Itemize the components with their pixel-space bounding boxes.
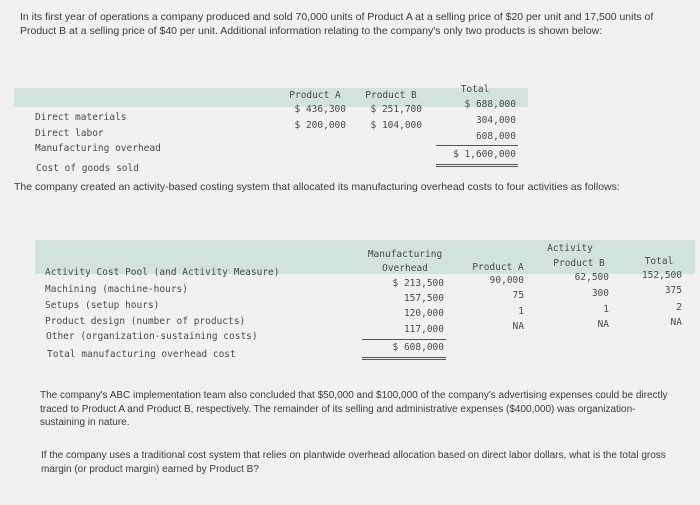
col-pool: Activity Cost Pool (and Activity Measure) xyxy=(45,267,280,278)
cell: 62,500 xyxy=(574,272,609,283)
cell: $ 436,300 xyxy=(294,104,346,115)
cell: NA xyxy=(597,319,609,330)
col-total: Total xyxy=(460,84,490,95)
underline xyxy=(436,145,518,146)
double-underline xyxy=(436,164,518,167)
cell: NA xyxy=(512,321,524,332)
abc-team-text: The company's ABC implementation team also concluded that $50,000 and $100,000 of the company's advertising expenses could be directly traced to Product A and Product B, respectively. The remainder of its selling and administrative expenses ($400,000) was organization-sustaining in nature. xyxy=(40,390,668,428)
col-product-b: Product B xyxy=(553,258,605,269)
row-label: Product design (number of products) xyxy=(45,316,246,327)
row-label: Other (organization-sustaining costs) xyxy=(46,331,258,342)
activity-intro-text: The company created an activity-based costing system that allocated its manufacturing overhead costs to four activities as follows: xyxy=(14,181,620,193)
cell: 75 xyxy=(512,290,524,301)
cell: 1 xyxy=(603,304,609,315)
cell: $ 608,000 xyxy=(392,342,444,353)
row-label: Manufacturing overhead xyxy=(35,143,161,154)
col-product-a: Product A xyxy=(289,90,341,101)
col-activity: Activity xyxy=(547,243,593,254)
col-product-b: Product B xyxy=(365,90,417,101)
col-total: Total xyxy=(644,256,674,267)
row-label: Total manufacturing overhead cost xyxy=(47,349,236,360)
col-moh-line2: Overhead xyxy=(382,263,428,274)
row-label: Machining (machine-hours) xyxy=(45,284,188,295)
question-text: If the company uses a traditional cost system that relies on plantwide overhead allocation based on direct labor dollars, what is the total gross margin (or product margin) earned by Product B? xyxy=(41,450,666,475)
cell: 608,000 xyxy=(475,131,516,142)
row-label: Cost of goods sold xyxy=(36,163,139,174)
cell: 90,000 xyxy=(489,275,524,286)
cell: $ 688,000 xyxy=(464,99,516,110)
cell: 304,000 xyxy=(475,115,516,126)
cell: NA xyxy=(670,317,682,328)
cell: 120,000 xyxy=(403,308,444,319)
row-label: Direct materials xyxy=(35,112,127,123)
cell: $ 251,700 xyxy=(370,104,422,115)
cell: $ 104,000 xyxy=(370,120,422,131)
cell: 1 xyxy=(518,306,524,317)
col-moh-line1: Manufacturing xyxy=(367,249,443,260)
cell: $ 200,000 xyxy=(294,120,346,131)
cell: 2 xyxy=(676,302,682,313)
intro-text: In its first year of operations a company produced and sold 70,000 units of Product A at a selling price of $20 per unit and 17,500 units of Product B at a selling price of $40 per unit. Additional information relating to the company's only two products is shown below: xyxy=(20,11,654,37)
row-label: Setups (setup hours) xyxy=(45,300,160,311)
row-label: Direct labor xyxy=(35,128,104,139)
cell: 157,500 xyxy=(403,293,444,304)
cell: $ 213,500 xyxy=(392,278,444,289)
cell: 375 xyxy=(664,285,682,296)
col-product-a: Product A xyxy=(472,262,524,273)
cell: 300 xyxy=(591,288,609,299)
cell: 152,500 xyxy=(641,270,682,281)
double-underline xyxy=(362,357,446,360)
underline xyxy=(362,339,446,340)
cell: 117,000 xyxy=(403,324,444,335)
cell: $ 1,600,000 xyxy=(453,149,516,160)
